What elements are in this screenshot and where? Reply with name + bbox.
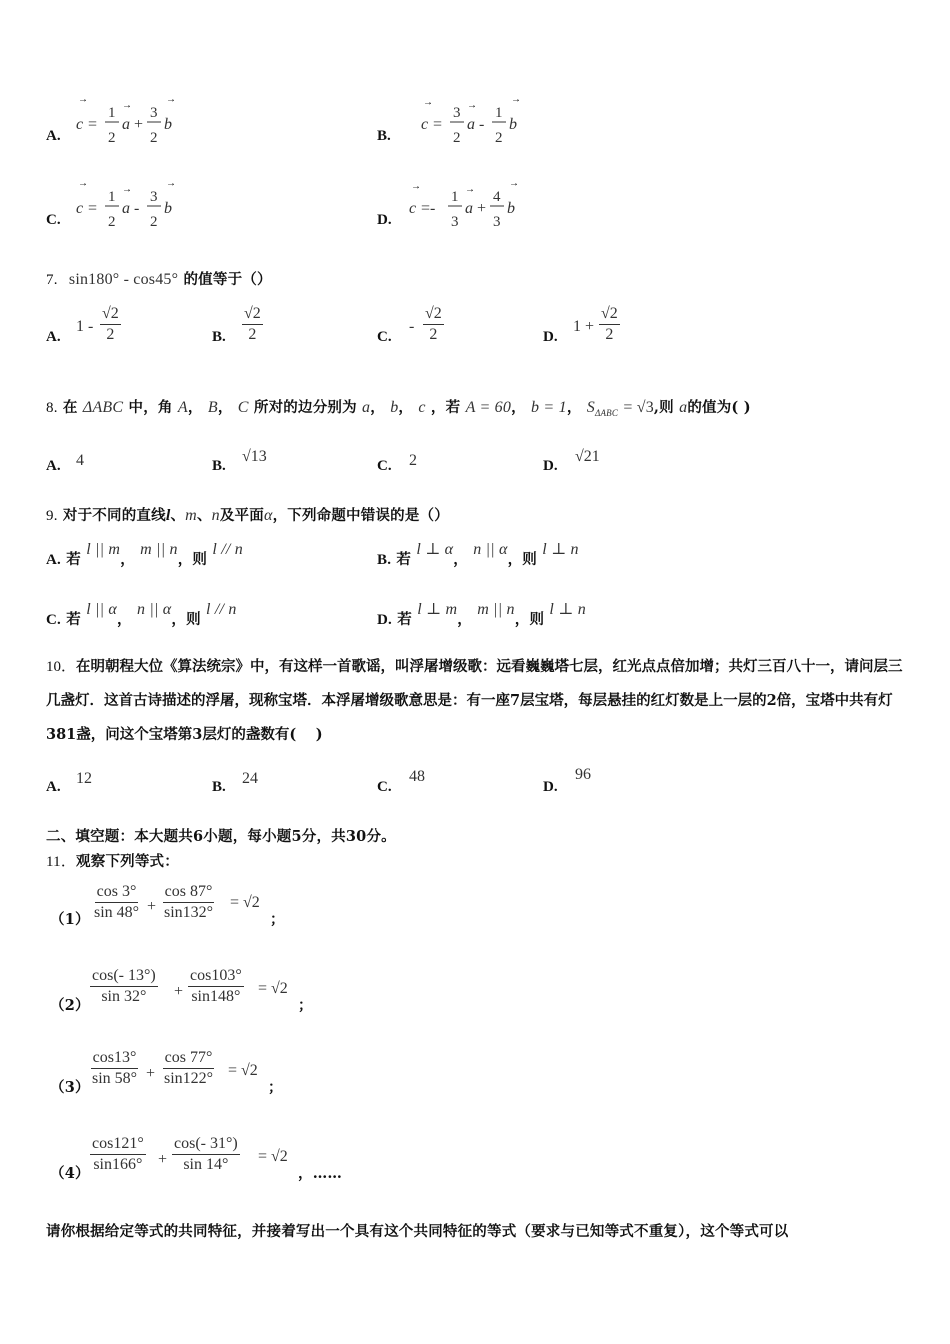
- premise-1: l ⊥ m: [417, 601, 458, 618]
- svg-text:-: -: [134, 200, 140, 217]
- plus-sign: +: [174, 983, 184, 1000]
- numerator: cos 77°: [163, 1048, 215, 1069]
- q9-option-b: B. 若 l ⊥ α， n || α，则 l ⊥ n: [377, 541, 579, 568]
- svg-text:3: 3: [453, 105, 461, 121]
- svg-text:→: →: [467, 100, 477, 111]
- equation-index: （2）: [50, 997, 90, 1014]
- svg-text:=: =: [88, 116, 98, 133]
- q6-d-expression: [407, 180, 537, 240]
- then-word: ，则: [177, 551, 208, 568]
- fraction-denominator: 2: [429, 326, 438, 343]
- q10-stem: [46, 650, 906, 752]
- q8-text: ,则: [653, 399, 674, 416]
- line-m: m: [185, 507, 197, 524]
- area-subscript: ΔABC: [594, 407, 619, 418]
- premise-2: n || α: [473, 541, 508, 558]
- option-label: A.: [46, 779, 61, 795]
- svg-text:2: 2: [453, 130, 461, 146]
- option-label: C.: [377, 329, 392, 345]
- svg-text:a: a: [122, 116, 130, 133]
- q11-intro: [46, 850, 179, 871]
- option-label: D.: [377, 612, 392, 628]
- conclusion: l // n: [206, 601, 237, 618]
- option-label: D.: [543, 329, 558, 345]
- denominator: sin 14°: [183, 1156, 229, 1173]
- option-label: B.: [377, 128, 391, 144]
- denominator: sin148°: [191, 988, 241, 1005]
- option-label: B.: [212, 329, 226, 345]
- q9-text: 及平面: [219, 507, 264, 524]
- side-c: c: [418, 399, 426, 416]
- fraction-denominator: 2: [248, 326, 257, 343]
- fraction-numerator: √2: [242, 304, 263, 325]
- area-symbol: S: [586, 399, 595, 416]
- svg-text:3: 3: [150, 189, 158, 205]
- svg-text:=: =: [433, 116, 443, 133]
- equation-index: （4）: [50, 1165, 90, 1182]
- fraction-2: [162, 882, 215, 923]
- svg-text:=-: =-: [421, 200, 436, 217]
- area-value: = √3: [623, 399, 654, 416]
- svg-text:2: 2: [150, 214, 158, 230]
- svg-text:2: 2: [495, 130, 503, 146]
- q6-b-expression: [419, 96, 539, 156]
- q8-text: 的值为( ): [687, 399, 751, 416]
- svg-text:→: →: [465, 184, 475, 195]
- option-value: 48: [409, 768, 425, 785]
- option-label: D.: [543, 779, 558, 795]
- rhs: = √2: [230, 894, 260, 911]
- q8-text: 中，角: [128, 399, 173, 416]
- question-number: 8.: [46, 400, 58, 416]
- option-label: D.: [377, 212, 392, 228]
- svg-text:3: 3: [150, 105, 158, 121]
- svg-text:→: →: [166, 96, 176, 105]
- svg-text:b: b: [507, 200, 515, 217]
- if-word: 若: [396, 551, 412, 568]
- side-b: b: [390, 399, 399, 416]
- side-a: a: [362, 399, 371, 416]
- condition-side: b = 1: [531, 399, 567, 416]
- svg-text:→: →: [122, 184, 132, 195]
- svg-text:c: c: [421, 116, 429, 133]
- q11-closing: 请你根据给定等式的共同特征，并接着写出一个具有这个共同特征的等式（要求与已知等式不重复），这个等式可以: [46, 1223, 789, 1240]
- svg-text:b: b: [509, 116, 517, 133]
- equation-index: （1）: [50, 911, 90, 928]
- q9-option-a: A. 若 l || m， m || n，则 l // n: [46, 541, 243, 568]
- premise-1: l || α: [86, 601, 118, 618]
- q11-intro-text: 观察下列等式：: [76, 853, 179, 870]
- svg-text:1: 1: [495, 105, 503, 121]
- then-word: ，则: [507, 551, 538, 568]
- option-value: √21: [575, 448, 600, 465]
- denominator: sin132°: [164, 904, 214, 921]
- svg-text:→: →: [509, 180, 519, 189]
- numerator: cos 3°: [95, 882, 139, 903]
- premise-1: l || m: [86, 541, 121, 558]
- angle-c: C: [237, 399, 249, 416]
- section-heading: 二、填空题：本大题共6小题，每小题5分，共30分。: [46, 828, 396, 845]
- fraction-numerator: √2: [100, 304, 121, 325]
- then-word: ，则: [171, 611, 201, 628]
- option-value: 12: [76, 770, 92, 787]
- question-number: 9.: [46, 508, 58, 524]
- angle-b: B: [207, 399, 218, 416]
- denominator: sin122°: [164, 1070, 214, 1087]
- svg-text:2: 2: [108, 130, 116, 146]
- option-label: A.: [46, 128, 61, 144]
- angle-a: A: [177, 399, 188, 416]
- numerator: cos(- 31°): [172, 1134, 240, 1155]
- svg-text:2: 2: [150, 130, 158, 146]
- rhs: = √2: [228, 1062, 258, 1079]
- option-label: C.: [46, 612, 61, 628]
- conclusion: l ⊥ n: [549, 601, 586, 618]
- numerator: cos121°: [90, 1134, 146, 1155]
- svg-text:1: 1: [451, 189, 459, 205]
- svg-text:c: c: [76, 116, 84, 133]
- svg-text:2: 2: [108, 214, 116, 230]
- svg-text:b: b: [164, 116, 172, 133]
- equation-end: ；: [270, 911, 285, 928]
- fraction-2: [172, 1134, 240, 1175]
- svg-text:→: →: [78, 96, 88, 105]
- svg-text:-: -: [479, 116, 485, 133]
- q7-stem: [46, 268, 272, 289]
- svg-text:+: +: [134, 116, 144, 133]
- option-label: C.: [377, 779, 392, 795]
- option-fraction: [599, 304, 620, 345]
- numerator: cos(- 13°): [90, 966, 158, 987]
- q10-text: 在明朝程大位《算法统宗》中，有这样一首歌谣，叫浮屠增级歌：远看巍巍塔七层，红光点点倍加增；共灯三百八十一，请问层三几盏灯．这首古诗描述的浮屠，现称宝塔．本浮屠增级歌意思是：有一座7层宝塔，每层悬挂的红灯数是上一层的2倍，宝塔中共有灯381盏，问这个宝塔第3层灯的盏数有( ): [46, 658, 903, 743]
- q7-stem-tail: 的值等于（）: [183, 271, 272, 288]
- q7-expression: sin180° - cos45°: [68, 271, 179, 288]
- svg-text:a: a: [467, 116, 475, 133]
- equation-end: ，……: [298, 1165, 343, 1182]
- option-value: 4: [76, 452, 84, 469]
- option-prefix: -: [409, 318, 415, 335]
- question-number: 11．: [46, 854, 77, 870]
- option-value: √13: [242, 448, 267, 465]
- if-word: 若: [66, 551, 81, 568]
- numerator: cos13°: [91, 1048, 139, 1069]
- q9-option-c: C. 若 l || α， n || α，则 l // n: [46, 601, 237, 628]
- q8-text: ，若: [430, 399, 461, 416]
- q9-text: ，下列命题中错误的是（）: [272, 507, 449, 524]
- svg-text:3: 3: [451, 214, 459, 230]
- option-value: 24: [242, 770, 258, 787]
- premise-2: n || α: [136, 601, 172, 618]
- if-word: 若: [66, 611, 81, 628]
- fraction-2: [162, 1048, 215, 1089]
- denominator: sin 48°: [94, 904, 140, 921]
- option-label: B.: [212, 779, 226, 795]
- plus-sign: +: [147, 898, 157, 915]
- denominator: sin166°: [93, 1156, 143, 1173]
- q8-text: 所对的边分别为: [253, 399, 357, 416]
- numerator: cos 87°: [163, 882, 215, 903]
- plus-sign: +: [146, 1065, 156, 1082]
- fraction-denominator: 2: [605, 326, 614, 343]
- option-fraction: [242, 304, 263, 345]
- fraction-1: [90, 1048, 139, 1089]
- svg-text:=: =: [88, 200, 98, 217]
- q9-option-d: D. 若 l ⊥ m， m || n，则 l ⊥ n: [377, 601, 586, 628]
- option-prefix: 1 -: [76, 318, 94, 335]
- question-number: 10．: [46, 659, 77, 675]
- option-fraction: [423, 304, 444, 345]
- svg-text:→: →: [122, 100, 132, 111]
- q8-text: 在: [62, 399, 78, 416]
- option-label: C.: [377, 458, 392, 474]
- rhs: = √2: [258, 980, 288, 997]
- svg-text:+: +: [477, 200, 487, 217]
- denominator: sin 58°: [92, 1070, 138, 1087]
- option-label: B.: [377, 552, 392, 568]
- svg-text:→: →: [411, 181, 421, 192]
- svg-text:1: 1: [108, 189, 116, 205]
- option-label: C.: [46, 212, 61, 228]
- option-value: 2: [409, 452, 417, 469]
- q9-stem: 9. 对于不同的直线l、m、n及平面α，下列命题中错误的是（）: [46, 507, 449, 524]
- option-label: A.: [46, 552, 61, 568]
- fraction-numerator: √2: [423, 304, 444, 325]
- premise-1: l ⊥ α: [416, 541, 454, 558]
- numerator: cos103°: [188, 966, 244, 987]
- svg-text:b: b: [164, 200, 172, 217]
- option-prefix: 1 +: [573, 318, 595, 335]
- svg-text:c: c: [76, 200, 84, 217]
- svg-text:1: 1: [108, 105, 116, 121]
- question-number: 7.: [46, 272, 58, 288]
- option-value: 96: [575, 766, 591, 783]
- plus-sign: +: [158, 1151, 168, 1168]
- svg-text:→: →: [423, 97, 433, 108]
- plane-alpha: α: [263, 507, 273, 524]
- conclusion: l ⊥ n: [542, 541, 579, 558]
- q6-a-expression: [74, 96, 194, 156]
- fraction-2: [188, 966, 244, 1007]
- line-l: l: [165, 507, 171, 524]
- svg-text:→: →: [78, 180, 88, 189]
- option-fraction: [100, 304, 121, 345]
- q6-c-expression: [74, 180, 194, 240]
- premise-2: m || n: [477, 601, 515, 618]
- line-n: n: [211, 507, 220, 524]
- svg-text:3: 3: [493, 214, 501, 230]
- conclusion: l // n: [212, 541, 243, 558]
- equation-end: ；: [298, 997, 313, 1014]
- fraction-1: [90, 966, 158, 1007]
- premise-2: m || n: [140, 541, 178, 558]
- fraction-1: [90, 1134, 146, 1175]
- svg-text:→: →: [166, 180, 176, 189]
- denominator: sin 32°: [101, 988, 147, 1005]
- svg-text:c: c: [409, 200, 417, 217]
- svg-text:→: →: [511, 96, 521, 105]
- option-label: B.: [212, 458, 226, 474]
- svg-text:a: a: [465, 200, 473, 217]
- svg-text:a: a: [122, 200, 130, 217]
- rhs: = √2: [258, 1148, 288, 1165]
- fraction-1: [92, 882, 141, 923]
- option-label: D.: [543, 458, 558, 474]
- condition-angle: A = 60: [465, 399, 512, 416]
- fraction-numerator: √2: [599, 304, 620, 325]
- if-word: 若: [397, 611, 412, 628]
- then-word: ，则: [514, 611, 545, 628]
- q9-text: 对于不同的直线: [62, 507, 166, 524]
- q8-stem: 8. 在 ΔABC 中，角 A， B， C 所对的边分别为 a， b， c ，若 A = 60， b = 1， $S_{\Delta ABC} = √3$,则 a的值为( ): [46, 399, 751, 418]
- equation-end: ；: [268, 1079, 283, 1096]
- option-label: A.: [46, 458, 61, 474]
- fraction-denominator: 2: [106, 326, 115, 343]
- triangle-abc: ΔABC: [82, 399, 124, 416]
- svg-text:4: 4: [493, 189, 501, 205]
- option-label: A.: [46, 329, 61, 345]
- side-a-ask: a: [679, 399, 688, 416]
- equation-index: （3）: [50, 1079, 90, 1096]
